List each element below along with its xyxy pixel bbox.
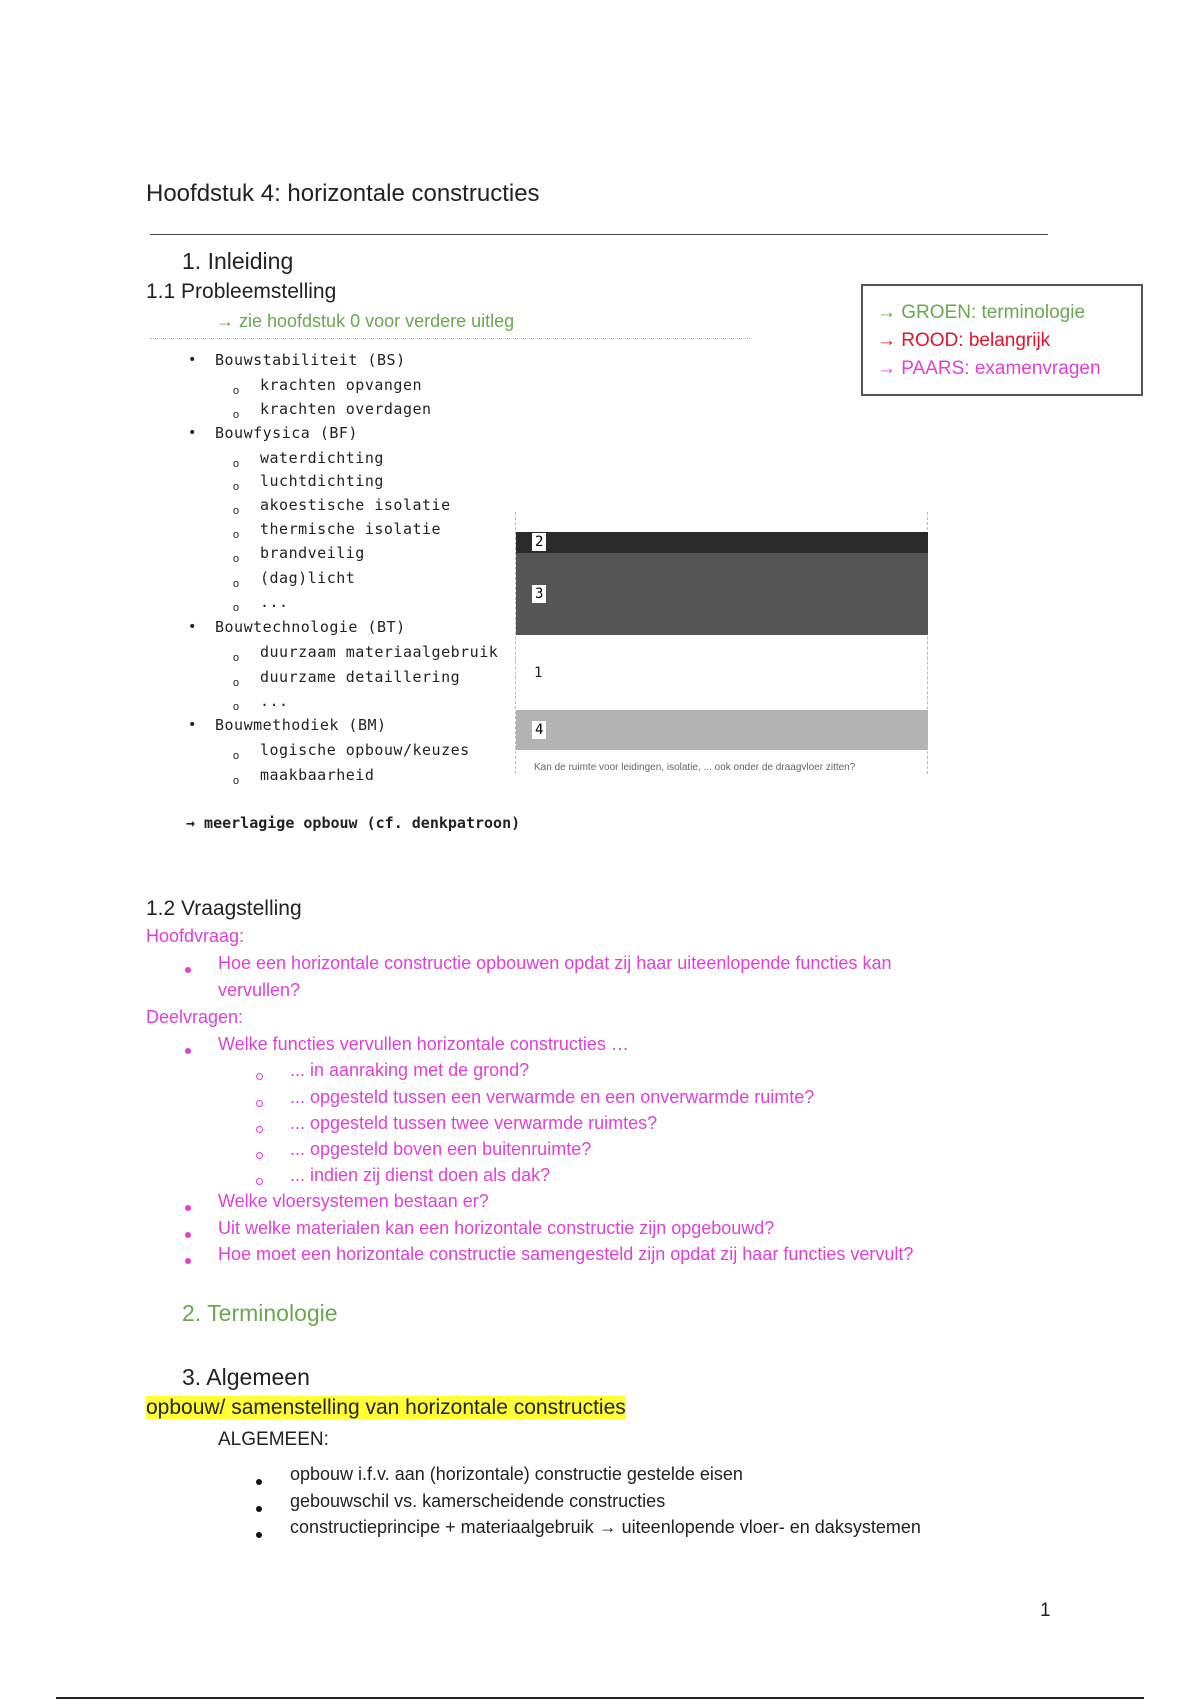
list-bullet: • <box>188 619 197 635</box>
list-subitem: maakbaarheid <box>260 766 375 784</box>
list-subitem: logische opbouw/keuzes <box>260 741 470 759</box>
list-subitem: waterdichting <box>260 449 384 467</box>
section2-heading: 2. Terminologie <box>182 1300 338 1326</box>
section1-heading: 1. Inleiding <box>182 248 294 274</box>
subsection-1-1-heading: 1.1 Probleemstelling <box>146 280 337 303</box>
sub-bullet: o <box>233 409 240 421</box>
sub-bullet: o <box>233 505 240 517</box>
faint-divider <box>150 338 750 339</box>
sub-question-1-item: ... opgesteld boven een buitenruimte? <box>290 1139 592 1159</box>
list-subitem: brandveilig <box>260 544 365 562</box>
sub-bullet: o <box>233 652 240 664</box>
sub-bullet: o <box>233 385 240 397</box>
page-number: 1 <box>1040 1600 1051 1621</box>
list-bullet: • <box>188 352 197 368</box>
layer-label-1: 1 <box>534 665 543 681</box>
legend-red: → ROOD: belangrijk <box>877 330 1051 351</box>
list-item-label: Bouwmethodiek (BM) <box>215 716 387 734</box>
sub-question-1-item: ... opgesteld tussen een verwarmde en een onverwarmde ruimte? <box>290 1087 815 1107</box>
sub-bullet: o <box>233 481 240 493</box>
sub-bullet: o <box>233 750 240 762</box>
list-subitem: thermische isolatie <box>260 520 442 538</box>
list-subitem: duurzame detaillering <box>260 668 461 686</box>
legend-purple: → PAARS: examenvragen <box>877 358 1101 379</box>
layered-build-up-conclusion: → meerlagige opbouw (cf. denkpatroon) <box>186 814 521 832</box>
sub-question-1-item: ... indien zij dienst doen als dak? <box>290 1165 551 1185</box>
list-subitem: ... <box>260 593 289 611</box>
section3-heading: 3. Algemeen <box>182 1364 310 1390</box>
layer-label-2: 2 <box>532 533 546 551</box>
layer-3 <box>516 553 928 635</box>
list-item-label: Bouwfysica (BF) <box>215 424 358 442</box>
list-subitem: luchtdichting <box>260 472 384 490</box>
layer-label-4: 4 <box>532 721 546 739</box>
sub-bullet: o <box>233 553 240 565</box>
bullet <box>185 967 191 973</box>
main-question-cont: vervullen? <box>218 980 301 1000</box>
general-item: constructieprincipe + materiaalgebruik → uiteenlopende vloer- en daksystemen <box>290 1517 921 1537</box>
sub-bullet: o <box>233 578 240 590</box>
general-item: gebouwschil vs. kamerscheidende constructies <box>290 1491 666 1511</box>
sub-bullet: o <box>233 458 240 470</box>
list-bullet: • <box>188 717 197 733</box>
list-bullet: • <box>188 425 197 441</box>
sub-question-3: Uit welke materialen kan een horizontale constructie zijn opgebouwd? <box>218 1218 775 1238</box>
layer-label-3: 3 <box>532 585 546 603</box>
sub-question-1: Welke functies vervullen horizontale constructies … <box>218 1034 629 1054</box>
list-subitem: duurzaam materiaalgebruik <box>260 643 499 661</box>
highlighted-heading: opbouw/ samenstelling van horizontale constructies <box>146 1396 626 1419</box>
legend-green: → GROEN: terminologie <box>877 302 1086 323</box>
list-subitem: akoestische isolatie <box>260 496 451 514</box>
sub-bullet: o <box>233 602 240 614</box>
diagram-caption: Kan de ruimte voor leidingen, isolatie, ... ook onder de draagvloer zitten? <box>534 762 856 773</box>
list-subitem: (dag)licht <box>260 569 356 587</box>
sub-bullet: o <box>233 775 240 787</box>
subsection-1-2-heading: 1.2 Vraagstelling <box>146 897 302 920</box>
sub-bullet: o <box>233 701 240 713</box>
document-title: Hoofdstuk 4: horizontale constructies <box>146 180 540 207</box>
main-question-label: Hoofdvraag: <box>146 926 245 946</box>
sub-question-1-item: ... opgesteld tussen twee verwarmde ruimtes? <box>290 1113 658 1133</box>
list-subitem: krachten opvangen <box>260 376 423 394</box>
color-legend <box>861 284 1143 396</box>
sub-question-2: Welke vloersystemen bestaan er? <box>218 1191 489 1211</box>
main-question: Hoe een horizontale constructie opbouwen opdat zij haar uiteenlopende functies kan <box>218 953 892 973</box>
general-item: opbouw i.f.v. aan (horizontale) constructie gestelde eisen <box>290 1464 743 1484</box>
sub-bullet: o <box>233 677 240 689</box>
page-bottom-rule <box>56 1697 1144 1699</box>
sub-questions-label: Deelvragen: <box>146 1007 244 1027</box>
list-subitem: ... <box>260 692 289 710</box>
layer-4 <box>516 710 928 750</box>
general-label: ALGEMEEN: <box>218 1429 329 1450</box>
list-subitem: krachten overdagen <box>260 400 432 418</box>
layer-2 <box>516 532 928 553</box>
subsection-1-1-note: → zie hoofdstuk 0 voor verdere uitleg <box>216 311 515 331</box>
list-item-label: Bouwtechnologie (BT) <box>215 618 406 636</box>
sub-bullet: o <box>233 529 240 541</box>
title-divider <box>150 234 1048 235</box>
sub-question-1-item: ... in aanraking met de grond? <box>290 1060 530 1080</box>
sub-question-4: Hoe moet een horizontale constructie samengesteld zijn opdat zij haar functies vervult? <box>218 1244 914 1264</box>
list-item-label: Bouwstabiliteit (BS) <box>215 351 406 369</box>
